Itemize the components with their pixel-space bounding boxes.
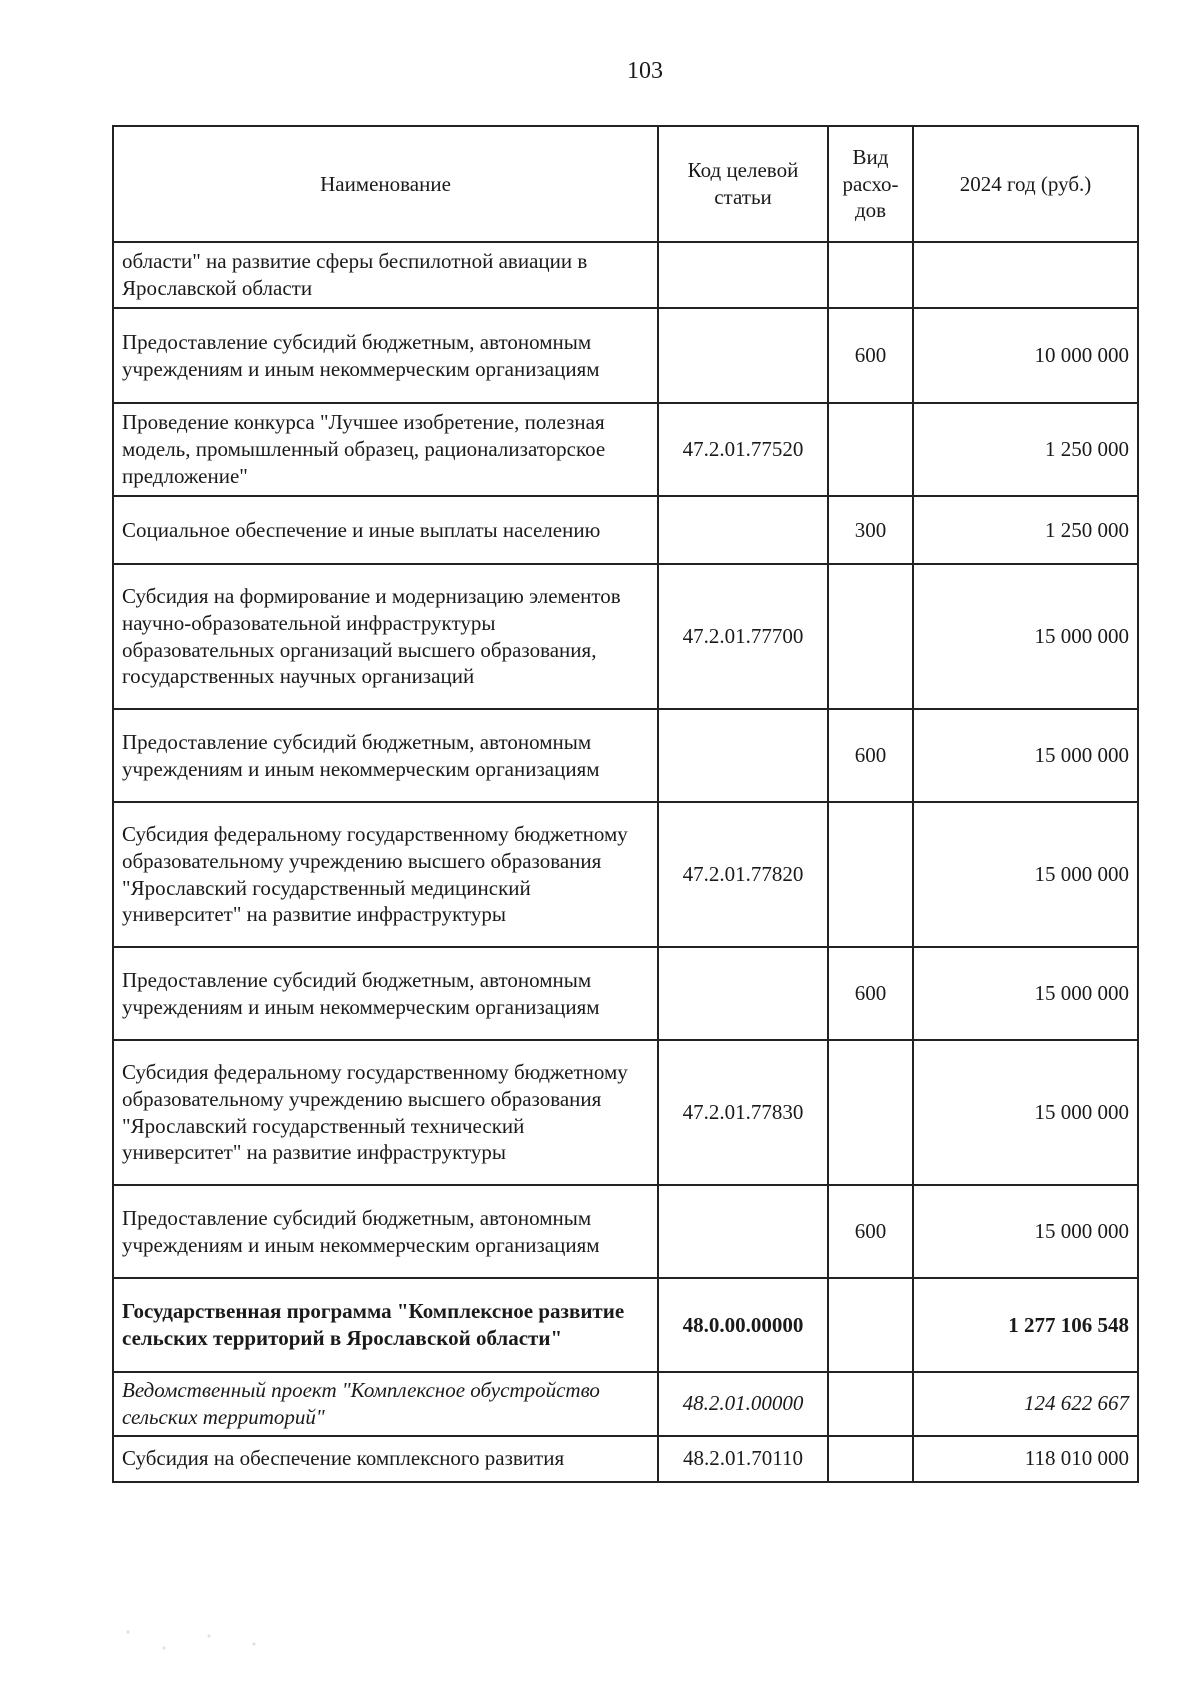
cell-name: Субсидия на обеспечение комплексного развития <box>113 1436 658 1482</box>
cell-amount: 15 000 000 <box>913 709 1138 802</box>
table-row <box>113 1278 1138 1372</box>
cell-type: 300 <box>828 496 913 564</box>
cell-code: 47.2.01.77700 <box>658 564 828 709</box>
table-row <box>113 1436 1138 1482</box>
cell-code <box>658 242 828 308</box>
cell-name: Предоставление субсидий бюджетным, автономным учреждениям и иным некоммерческим организациям <box>113 947 658 1040</box>
cell-type <box>828 242 913 308</box>
cell-code <box>658 496 828 564</box>
cell-name: Субсидия на формирование и модернизацию элементов научно-образовательной инфраструктуры образовательных организаций высшего образования, государственных научных организаций <box>113 564 658 709</box>
cell-type: 600 <box>828 1185 913 1278</box>
table-row <box>113 709 1138 802</box>
cell-amount: 10 000 000 <box>913 308 1138 403</box>
cell-amount: 15 000 000 <box>913 564 1138 709</box>
table-row <box>113 308 1138 403</box>
cell-name: области" на развитие сферы беспилотной авиации в Ярославской области <box>113 242 658 308</box>
cell-type <box>828 1372 913 1436</box>
cell-type: 600 <box>828 709 913 802</box>
header-amount: 2024 год (руб.) <box>913 126 1138 242</box>
table-row <box>113 802 1138 947</box>
cell-name: Ведомственный проект "Комплексное обустройство сельских территорий" <box>113 1372 658 1436</box>
cell-amount: 15 000 000 <box>913 802 1138 947</box>
cell-type <box>828 564 913 709</box>
table-row <box>113 564 1138 709</box>
table-row <box>113 403 1138 496</box>
cell-amount: 1 277 106 548 <box>913 1278 1138 1372</box>
cell-type: 600 <box>828 308 913 403</box>
cell-amount: 1 250 000 <box>913 403 1138 496</box>
cell-name: Предоставление субсидий бюджетным, автономным учреждениям и иным некоммерческим организациям <box>113 308 658 403</box>
cell-name: Предоставление субсидий бюджетным, автономным учреждениям и иным некоммерческим организациям <box>113 1185 658 1278</box>
scan-artifact <box>110 1620 290 1660</box>
cell-code <box>658 308 828 403</box>
cell-amount: 124 622 667 <box>913 1372 1138 1436</box>
cell-amount: 15 000 000 <box>913 947 1138 1040</box>
cell-type <box>828 403 913 496</box>
budget-table <box>112 125 1139 1483</box>
cell-code: 47.2.01.77820 <box>658 802 828 947</box>
table-row <box>113 1372 1138 1436</box>
cell-amount <box>913 242 1138 308</box>
cell-amount: 15 000 000 <box>913 1185 1138 1278</box>
table-row <box>113 947 1138 1040</box>
table-body <box>113 242 1138 1482</box>
cell-type: 600 <box>828 947 913 1040</box>
cell-code: 47.2.01.77830 <box>658 1040 828 1185</box>
table-row <box>113 496 1138 564</box>
page-number: 103 <box>627 58 663 84</box>
cell-code <box>658 947 828 1040</box>
cell-amount: 1 250 000 <box>913 496 1138 564</box>
table-row <box>113 1185 1138 1278</box>
cell-code <box>658 1185 828 1278</box>
cell-name: Субсидия федеральному государственному бюджетному образовательному учреждению высшего образования "Ярославский государственный медицинский университет" на развитие инфраструктуры <box>113 802 658 947</box>
cell-code: 48.2.01.00000 <box>658 1372 828 1436</box>
header-name: Наименование <box>113 126 658 242</box>
table-row <box>113 1040 1138 1185</box>
header-code: Код целевой статьи <box>658 126 828 242</box>
cell-amount: 15 000 000 <box>913 1040 1138 1185</box>
cell-name: Социальное обеспечение и иные выплаты населению <box>113 496 658 564</box>
cell-amount: 118 010 000 <box>913 1436 1138 1482</box>
table-row <box>113 242 1138 308</box>
cell-code: 48.2.01.70110 <box>658 1436 828 1482</box>
cell-name: Государственная программа "Комплексное развитие сельских территорий в Ярославской области" <box>113 1278 658 1372</box>
cell-type <box>828 1040 913 1185</box>
cell-name: Субсидия федеральному государственному бюджетному образовательному учреждению высшего образования "Ярославский государственный технический университет" на развитие инфраструктуры <box>113 1040 658 1185</box>
cell-code: 48.0.00.00000 <box>658 1278 828 1372</box>
cell-code: 47.2.01.77520 <box>658 403 828 496</box>
cell-name: Проведение конкурса "Лучшее изобретение, полезная модель, промышленный образец, рационализаторское предложение" <box>113 403 658 496</box>
header-type: Вид расхо-дов <box>828 126 913 242</box>
cell-type <box>828 1278 913 1372</box>
cell-code <box>658 709 828 802</box>
cell-type <box>828 1436 913 1482</box>
cell-name: Предоставление субсидий бюджетным, автономным учреждениям и иным некоммерческим организациям <box>113 709 658 802</box>
table-header-row <box>113 126 1138 242</box>
cell-type <box>828 802 913 947</box>
